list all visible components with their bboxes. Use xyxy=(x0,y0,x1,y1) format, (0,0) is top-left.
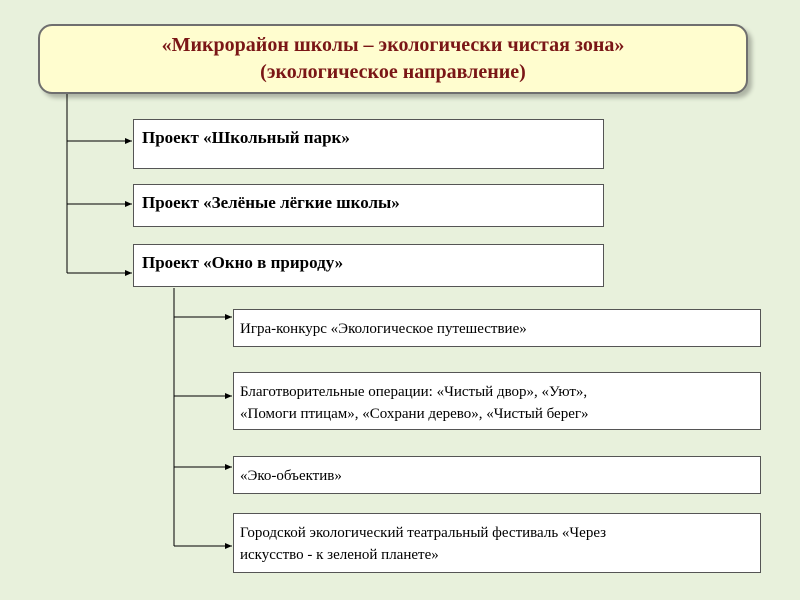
subproject-4-line-2: искусство - к зеленой планете» xyxy=(240,547,439,563)
project-box-green-lungs: Проект «Зелёные лёгкие школы» xyxy=(133,184,604,227)
subproject-4-line-1: Городской экологический театральный фестиваль «Через xyxy=(240,525,607,541)
project-box-window-to-nature: Проект «Окно в природу» xyxy=(133,244,604,287)
project-box-school-park: Проект «Школьный парк» xyxy=(133,119,604,169)
subproject-3-line-1: «Эко-объектив» xyxy=(240,468,342,484)
subproject-box-theater-festival xyxy=(233,513,761,573)
subproject-box-eco-lens xyxy=(233,456,761,494)
subproject-2-line-2: «Помоги птицам», «Сохрани дерево», «Чистый берег» xyxy=(240,406,589,422)
subproject-1-line-1: Игра-конкурс «Экологическое путешествие» xyxy=(240,321,527,337)
subproject-box-eco-journey xyxy=(233,309,761,347)
title-line-1: «Микрорайон школы – экологически чистая зона» xyxy=(161,34,625,56)
subproject-box-charity-operations xyxy=(233,372,761,430)
title-box xyxy=(38,24,748,94)
title-line-2: (экологическое направление) xyxy=(260,61,526,83)
subproject-2-line-1: Благотворительные операции: «Чистый двор», «Уют», xyxy=(240,384,588,400)
